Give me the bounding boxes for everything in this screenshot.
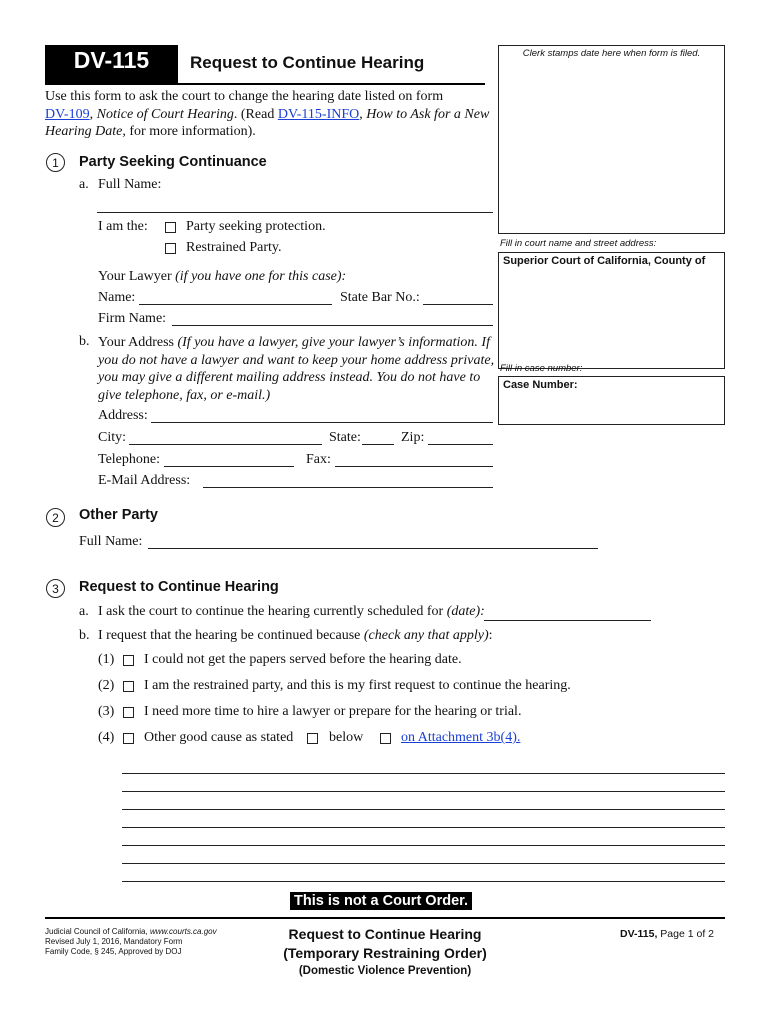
reason-3-num: (3) xyxy=(98,704,115,719)
reason-2-text: I am the restrained party, and this is my first request to continue the hearing. xyxy=(144,678,571,693)
case-number-hint: Fill in case number: xyxy=(500,363,583,374)
reason-line-2[interactable] xyxy=(122,791,725,792)
city-label: City: xyxy=(98,430,127,445)
s3-a-label: a. xyxy=(79,604,89,619)
case-number-label: Case Number: xyxy=(503,379,578,391)
lawyer-name-label: Name: xyxy=(98,290,136,305)
dv115-info-link[interactable]: DV-115-INFO xyxy=(277,106,360,122)
hearing-date-input[interactable] xyxy=(484,604,651,621)
your-lawyer-label: Your Lawyer (if you have one for this case): xyxy=(98,269,347,284)
reason-2-num: (2) xyxy=(98,678,115,693)
city-input[interactable] xyxy=(129,428,322,445)
reason-3-text: I need more time to hire a lawyer or prepare for the hearing or trial. xyxy=(144,704,522,719)
reason-1-checkbox[interactable] xyxy=(123,655,134,666)
reason-1-num: (1) xyxy=(98,652,115,667)
court-name-box[interactable] xyxy=(498,252,725,369)
footer-title: Request to Continue Hearing (Temporary Restraining Order) (Domestic Violence Prevention) xyxy=(283,926,487,977)
section-1-number: 1 xyxy=(46,153,65,172)
clerk-stamp-note: Clerk stamps date here when form is filed. xyxy=(522,48,701,59)
footer-council: Judicial Council of California, www.courts.ca.gov Revised July 1, 2016, Mandatory Form Family Code, § 245, Approved by DOJ xyxy=(45,927,217,956)
reason-line-6[interactable] xyxy=(122,863,725,864)
i-am-label: I am the: xyxy=(98,219,148,234)
section-1-title: Party Seeking Continuance xyxy=(79,154,267,170)
section-2-number: 2 xyxy=(46,508,65,527)
reason-3-checkbox[interactable] xyxy=(123,707,134,718)
section-3-title: Request to Continue Hearing xyxy=(79,579,279,595)
s1-full-name-input[interactable] xyxy=(97,196,493,213)
attachment-link[interactable]: on Attachment 3b(4). xyxy=(401,730,521,745)
email-label: E-Mail Address: xyxy=(98,473,191,488)
address-label: Address: xyxy=(98,408,148,423)
zip-label: Zip: xyxy=(401,430,425,445)
not-court-order-banner: This is not a Court Order. xyxy=(290,892,472,910)
clerk-stamp-box[interactable] xyxy=(498,45,725,234)
telephone-label: Telephone: xyxy=(98,452,160,467)
address-input[interactable] xyxy=(151,406,493,423)
s1-b-label: b. xyxy=(79,334,90,349)
firm-name-input[interactable] xyxy=(172,309,493,326)
fax-label: Fax: xyxy=(306,452,331,467)
restrained-party-checkbox[interactable] xyxy=(165,243,176,254)
reason-4-num: (4) xyxy=(98,730,115,745)
fax-input[interactable] xyxy=(335,450,493,467)
reason-line-3[interactable] xyxy=(122,809,725,810)
reason-4-checkbox[interactable] xyxy=(123,733,134,744)
firm-name-label: Firm Name: xyxy=(98,311,167,326)
email-input[interactable] xyxy=(203,471,493,488)
court-name-value: Superior Court of California, County of xyxy=(503,255,706,267)
state-label: State: xyxy=(329,430,361,445)
form-title: Request to Continue Hearing xyxy=(190,53,425,72)
footer-rule xyxy=(45,917,725,919)
reason-1-text: I could not get the papers served before the hearing date. xyxy=(144,652,462,667)
reason-4-text: Other good cause as stated xyxy=(144,730,294,745)
s3-a-text: I ask the court to continue the hearing currently scheduled for (date): xyxy=(98,604,485,619)
s2-full-name-input[interactable] xyxy=(148,532,598,549)
footer-page-ref: DV-115, Page 1 of 2 xyxy=(620,928,715,940)
lawyer-name-input[interactable] xyxy=(139,288,332,305)
s1-full-name-label: Full Name: xyxy=(98,177,162,192)
reason-line-1[interactable] xyxy=(122,773,725,774)
attachment-checkbox[interactable] xyxy=(380,733,391,744)
s3-b-label: b. xyxy=(79,628,90,643)
s2-full-name-label: Full Name: xyxy=(79,534,143,549)
address-instructions: Your Address (If you have a lawyer, give your lawyer’s information. If you do not have a lawyer and want to keep your home address private, you may give a different mailing address instead. You do not have to give telephone, fax, or e-mail.) xyxy=(98,335,495,403)
telephone-input[interactable] xyxy=(164,450,294,467)
s3-b-text: I request that the hearing be continued because (check any that apply): xyxy=(98,628,493,643)
form-id: DV-115 xyxy=(73,47,150,73)
reason-line-7[interactable] xyxy=(122,881,725,882)
party-seeking-protection-checkbox[interactable] xyxy=(165,222,176,233)
reason-line-5[interactable] xyxy=(122,845,725,846)
state-input[interactable] xyxy=(362,428,394,445)
s1-a-label: a. xyxy=(79,177,89,192)
restrained-party-label: Restrained Party. xyxy=(186,240,282,255)
court-name-label: Fill in court name and street address: xyxy=(500,238,657,249)
party-seeking-protection-label: Party seeking protection. xyxy=(186,219,326,234)
form-title-rule xyxy=(45,83,485,85)
reason-2-checkbox[interactable] xyxy=(123,681,134,692)
reason-line-4[interactable] xyxy=(122,827,725,828)
section-3-number: 3 xyxy=(46,579,65,598)
zip-input[interactable] xyxy=(428,428,493,445)
stated-below-label: below xyxy=(329,730,364,745)
state-bar-input[interactable] xyxy=(423,288,493,305)
stated-below-checkbox[interactable] xyxy=(307,733,318,744)
intro-text: Use this form to ask the court to change the hearing date listed on form DV-109, Notice of Court Hearing. (Read DV-115-INFO, How to Ask for a New Hearing Date, for more information). xyxy=(45,89,490,139)
dv109-link[interactable]: DV-109 xyxy=(45,106,90,122)
section-2-title: Other Party xyxy=(79,507,158,523)
state-bar-label: State Bar No.: xyxy=(340,290,420,305)
